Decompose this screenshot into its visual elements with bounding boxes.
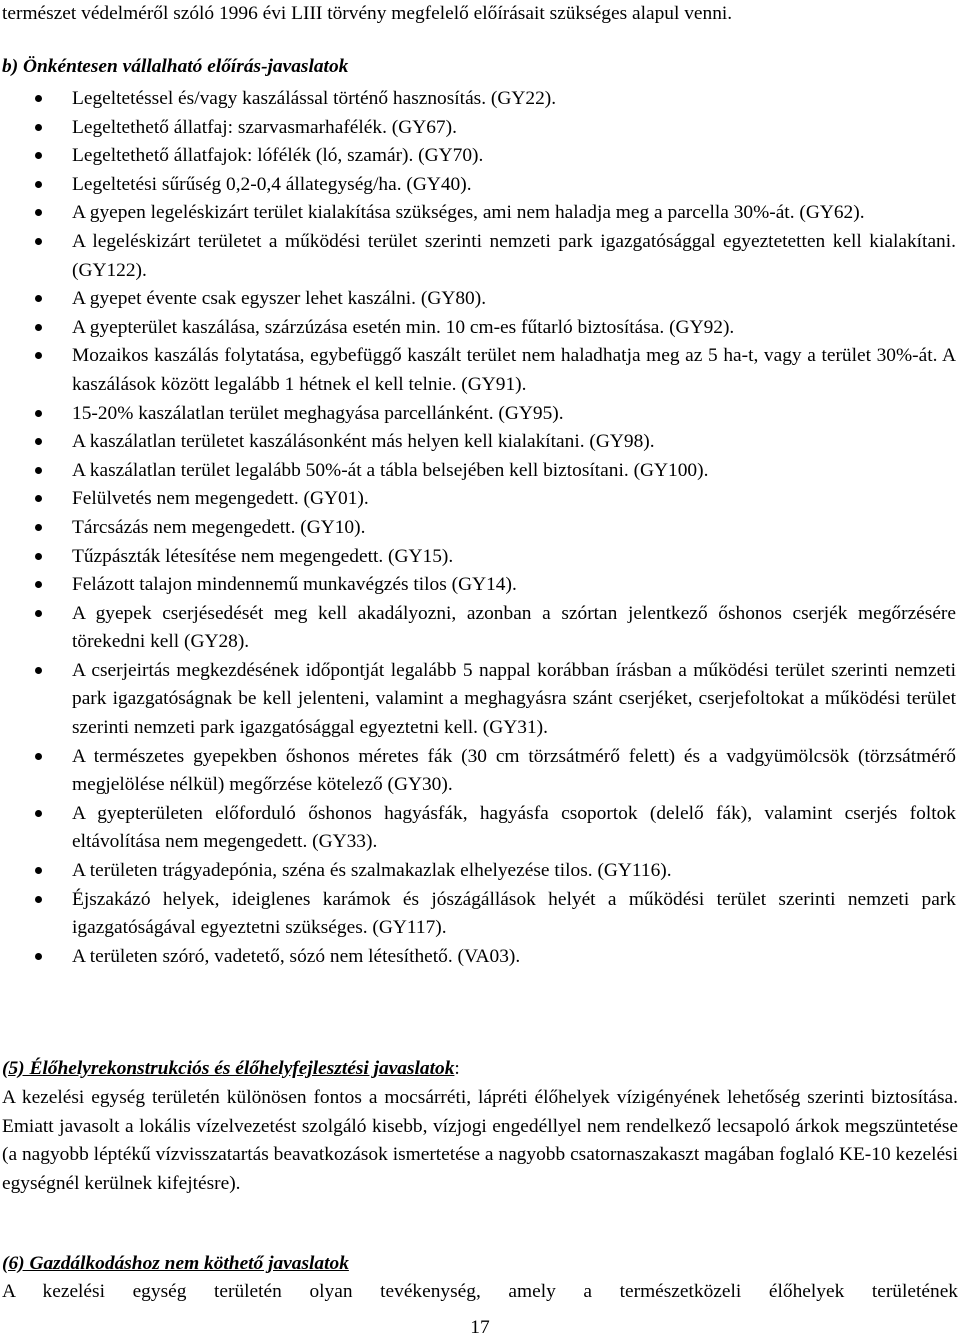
bullet-icon bbox=[35, 495, 42, 502]
bullet-icon bbox=[35, 181, 42, 188]
list-item: A kaszálatlan terület legalább 50%-át a tábla belsejében kell biztosítani. (GY100). bbox=[0, 457, 958, 486]
bullet-icon bbox=[35, 324, 42, 331]
list-item: A legeléskizárt területet a működési terület szerinti nemzeti park igazgatósággal egyeztetetten kell kialakítani. (GY122). bbox=[0, 228, 958, 285]
list-item: A gyepterület kaszálása, szárzúzása esetén min. 10 cm-es fűtarló biztosítása. (GY92). bbox=[0, 314, 958, 343]
bullet-icon bbox=[35, 238, 42, 245]
bullet-icon bbox=[35, 209, 42, 216]
list-item: A természetes gyepekben őshonos méretes fák (30 cm törzsátmérő felett) és a vadgyümölcsök (törzsátmérő megjelölése nélkül) megőrzése kötelező (GY30). bbox=[0, 743, 958, 800]
list-item: 15-20% kaszálatlan terület meghagyása parcellánként. (GY95). bbox=[0, 400, 958, 429]
list-item: Felülvetés nem megengedett. (GY01). bbox=[0, 485, 958, 514]
bullet-icon bbox=[35, 667, 42, 674]
section-5-heading: (5) Élőhelyrekonstrukciós és élőhelyfejlesztési javaslatok: bbox=[2, 1058, 460, 1079]
bullet-icon bbox=[35, 810, 42, 817]
list-item: Tárcsázás nem megengedett. (GY10). bbox=[0, 514, 958, 543]
list-item: A gyepen legeléskizárt terület kialakítása szükséges, ami nem haladja meg a parcella 30%-át. (GY62). bbox=[0, 199, 958, 228]
bullet-icon bbox=[35, 896, 42, 903]
section-b-bullet-list bbox=[0, 85, 958, 971]
bullet-icon bbox=[35, 467, 42, 474]
list-item: Éjszakázó helyek, ideiglenes karámok és jószágállások helyét a működési terület szerinti nemzeti park igazgatóságával egyeztetni szükséges. (GY117). bbox=[0, 886, 958, 943]
section-5-paragraph: A kezelési egység területén különösen fontos a mocsárréti, lápréti élőhelyek vízigényének lehetőség szerinti biztosítása. Emiatt javasolt a lokális vízelvezetést szolgáló kisebb, vízjogi engedéllyel nem rendelkező lecsapoló árkok megszüntetése (a nagyobb léptékű vízvisszatartás beavatkozások ismertetése a nagyobb csatornaszakaszt magában foglaló KE-10 kezelési egységnél kerülnek kifejtésre). bbox=[2, 1087, 958, 1194]
list-item: Felázott talajon mindennemű munkavégzés tilos (GY14). bbox=[0, 571, 958, 600]
list-item: A területen trágyadepónia, széna és szalmakazlak elhelyezése tilos. (GY116). bbox=[0, 857, 958, 886]
bullet-icon bbox=[35, 953, 42, 960]
page-number: 17 bbox=[470, 1317, 490, 1338]
bullet-icon bbox=[35, 124, 42, 131]
bullet-icon bbox=[35, 410, 42, 417]
bullet-icon bbox=[35, 295, 42, 302]
list-item: A cserjeirtás megkezdésének időpontját legalább 5 nappal korábban írásban a működési terület szerinti nemzeti park igazgatóságnak be kell jelenteni, valamint a meghagyásra szánt cserjéket, cserjefoltokat a működési terület szerinti nemzeti park igazgatósággal egyeztetni kell. (GY31). bbox=[0, 657, 958, 743]
bullet-icon bbox=[35, 867, 42, 874]
list-item: Mozaikos kaszálás folytatása, egybefüggő kaszált terület nem haladhatja meg az 5 ha-t, vagy a terület 30%-át. A kaszálások között legalább 1 hétnek el kell telnie. (GY91). bbox=[0, 342, 958, 399]
list-item: A gyepterületen előforduló őshonos hagyásfák, hagyásfa csoportok (delelő fák), valamint cserjés foltok eltávolítása nem megengedett. (GY33). bbox=[0, 800, 958, 857]
list-item: A kaszálatlan területet kaszálásonként más helyen kell kialakítani. (GY98). bbox=[0, 428, 958, 457]
section-6-paragraph: A kezelési egység területén olyan tevékenység, amely a természetközeli élőhelyek területének bbox=[2, 1281, 958, 1302]
bullet-icon bbox=[35, 152, 42, 159]
bullet-icon bbox=[35, 438, 42, 445]
continued-text-line: természet védelméről szóló 1996 évi LIII törvény megfelelő előírásait szükséges alapul venni. bbox=[2, 3, 733, 24]
bullet-icon bbox=[35, 610, 42, 617]
list-item: A gyepet évente csak egyszer lehet kaszálni. (GY80). bbox=[0, 285, 958, 314]
bullet-icon bbox=[35, 553, 42, 560]
bullet-icon bbox=[35, 753, 42, 760]
list-item: Legeltethető állatfaj: szarvasmarhafélék. (GY67). bbox=[0, 114, 958, 143]
list-item: Legeltethető állatfajok: lófélék (ló, szamár). (GY70). bbox=[0, 142, 958, 171]
list-item: Legeltetési sűrűség 0,2-0,4 állategység/ha. (GY40). bbox=[0, 171, 958, 200]
bullet-icon bbox=[35, 581, 42, 588]
section-6-heading: (6) Gazdálkodáshoz nem köthető javaslatok bbox=[2, 1253, 349, 1274]
bullet-icon bbox=[35, 95, 42, 102]
list-item: A területen szóró, vadetető, sózó nem létesíthető. (VA03). bbox=[0, 943, 958, 972]
list-item: Tűzpászták létesítése nem megengedett. (GY15). bbox=[0, 543, 958, 572]
bullet-icon bbox=[35, 352, 42, 359]
section-b-heading: b) Önkéntesen vállalható előírás-javaslatok bbox=[2, 56, 349, 77]
list-item: A gyepek cserjésedését meg kell akadályozni, azonban a szórtan jelentkező őshonos cserjék megőrzésére törekedni kell (GY28). bbox=[0, 600, 958, 657]
bullet-icon bbox=[35, 524, 42, 531]
list-item: Legeltetéssel és/vagy kaszálással történő hasznosítás. (GY22). bbox=[0, 85, 958, 114]
